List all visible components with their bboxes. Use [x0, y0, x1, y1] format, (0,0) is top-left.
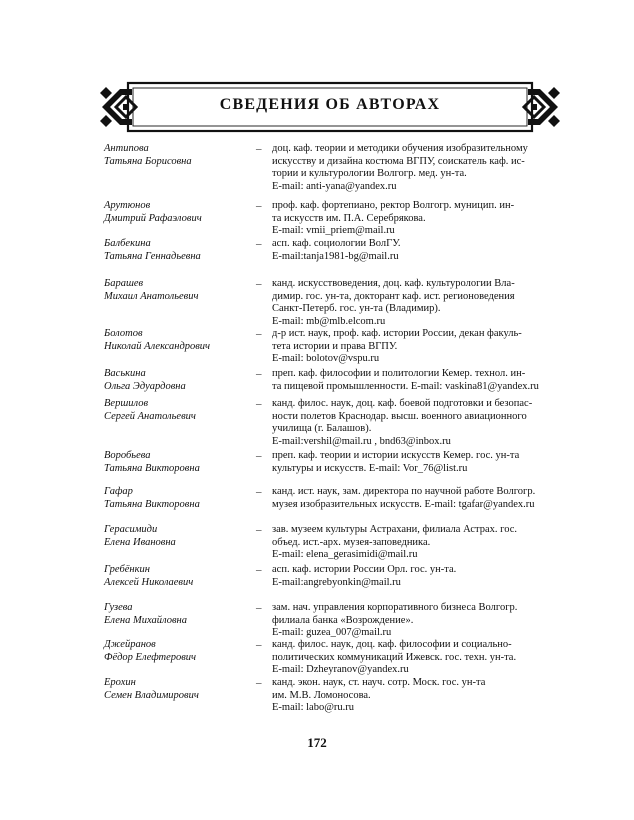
dash: – — [256, 328, 262, 340]
author-info — [272, 486, 534, 511]
info-line: канд. филос. наук, доц. каф. философии и социально- — [272, 639, 512, 650]
dash: – — [256, 278, 262, 290]
info-line: та искусств им. П.А. Серебрякова. — [272, 212, 426, 224]
dash: – — [256, 677, 262, 689]
info-line: E-mail: anti-yana@yandex.ru — [272, 180, 397, 192]
info-line: им. М.В. Ломоносова. — [272, 689, 371, 701]
author-name — [104, 368, 254, 393]
author-given-name: Михаил Анатольевич — [104, 290, 199, 302]
author-given-name: Татьяна Борисовна — [104, 155, 192, 167]
info-line: канд. экон. наук, ст. науч. сотр. Моск. гос. ун-та — [272, 677, 486, 688]
author-info — [272, 398, 534, 448]
author-info — [272, 368, 539, 393]
author-surname: Васькина — [104, 368, 146, 379]
info-line: музея изобразительных искусств. E-mail: tgafar@yandex.ru — [272, 498, 535, 510]
author-info — [272, 278, 534, 328]
author-name — [104, 564, 254, 589]
author-given-name: Семен Владимирович — [104, 689, 199, 701]
author-name — [104, 143, 254, 168]
info-line: искусству и дизайна костюма ВГПУ, соискатель каф. ис- — [272, 155, 525, 167]
info-line: E-mail: Dzheyranov@yandex.ru — [272, 664, 409, 675]
author-info — [272, 602, 534, 640]
info-line: E-mail:vershil@mail.ru , bnd63@inbox.ru — [272, 435, 451, 447]
author-info — [272, 564, 534, 589]
info-line: политических коммуникаций Ижевск. гос. техн. ун-та. — [272, 651, 517, 663]
info-line: E-mail: mb@mlb.elcom.ru — [272, 315, 386, 327]
author-info — [272, 328, 534, 366]
author-surname: Барашев — [104, 278, 144, 289]
info-line: E-mail: elena_gerasimidi@mail.ru — [272, 549, 418, 560]
dash: – — [256, 200, 262, 212]
author-name — [104, 238, 254, 263]
author-name — [104, 200, 254, 225]
dash: – — [256, 564, 262, 576]
info-line: E-mail:angrebyonkin@mail.ru — [272, 576, 401, 588]
info-line: культуры и искусств. E-mail: Vor_76@list.ru — [272, 462, 468, 474]
author-given-name: Ольга Эдуардовна — [104, 380, 186, 392]
info-line: E-mail: labo@ru.ru — [272, 702, 354, 713]
author-surname: Гафар — [104, 486, 133, 497]
author-surname: Арутюнов — [104, 200, 151, 211]
author-given-name: Фёдор Елефтерович — [104, 651, 197, 663]
author-name — [104, 398, 254, 423]
dash: – — [256, 524, 262, 536]
page-title: СВЕДЕНИЯ ОБ АВТОРАХ — [219, 96, 441, 113]
info-line: филиала банка «Возрождение». — [272, 614, 414, 626]
info-line: димир. гос. ун-та, докторант каф. ист. регионоведения — [272, 290, 515, 302]
author-name — [104, 639, 254, 664]
author-name — [104, 486, 254, 511]
dash: – — [256, 368, 262, 380]
info-line: училища (г. Балашов). — [272, 423, 372, 434]
author-info — [272, 639, 534, 677]
info-line: асп. каф. истории России Орл. гос. ун-та. — [272, 564, 457, 575]
info-line: канд. филос. наук, доц. каф. боевой подготовки и безопас- — [272, 398, 533, 409]
author-given-name: Дмитрий Рафаэлович — [104, 212, 202, 224]
info-line: асп. каф. социологии ВолГУ. — [272, 238, 401, 249]
dash: – — [256, 602, 262, 614]
author-surname: Герасимиди — [104, 524, 158, 535]
author-surname: Гузева — [104, 602, 133, 613]
dash: – — [256, 398, 262, 410]
info-line: д-р ист. наук, проф. каф. истории России, декан факуль- — [272, 328, 522, 339]
author-given-name: Елена Михайловна — [104, 614, 187, 626]
info-line: проф. каф. фортепиано, ректор Волгогр. муницип. ин- — [272, 200, 515, 211]
dash: – — [256, 143, 262, 155]
author-name — [104, 328, 254, 353]
info-line: ности полетов Краснодар. высш. военного авиационного — [272, 410, 527, 422]
info-line: объед. ист.-арх. музея-заповедника. — [272, 536, 431, 548]
author-name — [104, 602, 254, 627]
info-line: зав. музеем культуры Астрахани, филиала Астрах. гос. — [272, 524, 518, 535]
info-line: E-mail: guzea_007@mail.ru — [272, 627, 392, 638]
info-line: та пищевой промышленности. E-mail: vaskina81@yandex.ru — [272, 380, 539, 392]
dash: – — [256, 450, 262, 462]
author-info — [272, 524, 534, 562]
info-line: тета истории и права ВГПУ. — [272, 340, 398, 352]
dash: – — [256, 238, 262, 250]
author-surname: Балбекина — [104, 238, 151, 249]
author-name — [104, 278, 254, 303]
info-line: преп. каф. теории и истории искусств Кемер. гос. ун-та — [272, 450, 520, 461]
section-header — [100, 75, 560, 139]
author-surname: Джейранов — [104, 639, 156, 650]
info-line: преп. каф. философии и политологии Кемер. технол. ин- — [272, 368, 526, 379]
author-given-name: Николай Александрович — [104, 340, 211, 352]
author-given-name: Елена Ивановна — [104, 536, 176, 548]
dash: – — [256, 486, 262, 498]
info-line: канд. ист. наук, зам. директора по научной работе Волгогр. — [272, 486, 536, 497]
author-name — [104, 450, 254, 475]
author-surname: Антипова — [104, 143, 149, 154]
dash: – — [256, 639, 262, 651]
author-given-name: Татьяна Геннадьевна — [104, 250, 201, 262]
author-name — [104, 677, 254, 702]
info-line: тории и культурологии Волгогр. мед. ун-та. — [272, 168, 467, 179]
author-given-name: Алексей Николаевич — [104, 576, 194, 588]
author-given-name: Татьяна Викторовна — [104, 498, 200, 510]
author-info — [272, 200, 534, 238]
author-given-name: Татьяна Викторовна — [104, 462, 200, 474]
info-line: E-mail: bolotov@vspu.ru — [272, 353, 380, 364]
author-info — [272, 238, 534, 263]
info-line: E-mail: vmii_priem@mail.ru — [272, 225, 395, 236]
info-line: зам. нач. управления корпоративного бизнеса Волгогр. — [272, 602, 518, 613]
author-surname: Болотов — [104, 328, 143, 339]
info-line: доц. каф. теории и методики обучения изобразительному — [272, 143, 528, 154]
author-info — [272, 143, 534, 193]
author-name — [104, 524, 254, 549]
author-surname: Воробьева — [104, 450, 151, 461]
author-info — [272, 450, 534, 475]
author-given-name: Сергей Анатольевич — [104, 410, 196, 422]
info-line: Санкт-Петерб. гос. ун-та (Владимир). — [272, 303, 441, 314]
info-line: E-mail:tanja1981-bg@mail.ru — [272, 250, 399, 262]
author-surname: Гребёнкин — [104, 564, 150, 575]
page-number: 172 — [307, 735, 327, 750]
author-info — [272, 677, 534, 715]
author-surname: Ерохин — [104, 677, 136, 688]
author-surname: Вершилов — [104, 398, 149, 409]
info-line: канд. искусствоведения, доц. каф. культурологии Вла- — [272, 278, 515, 289]
